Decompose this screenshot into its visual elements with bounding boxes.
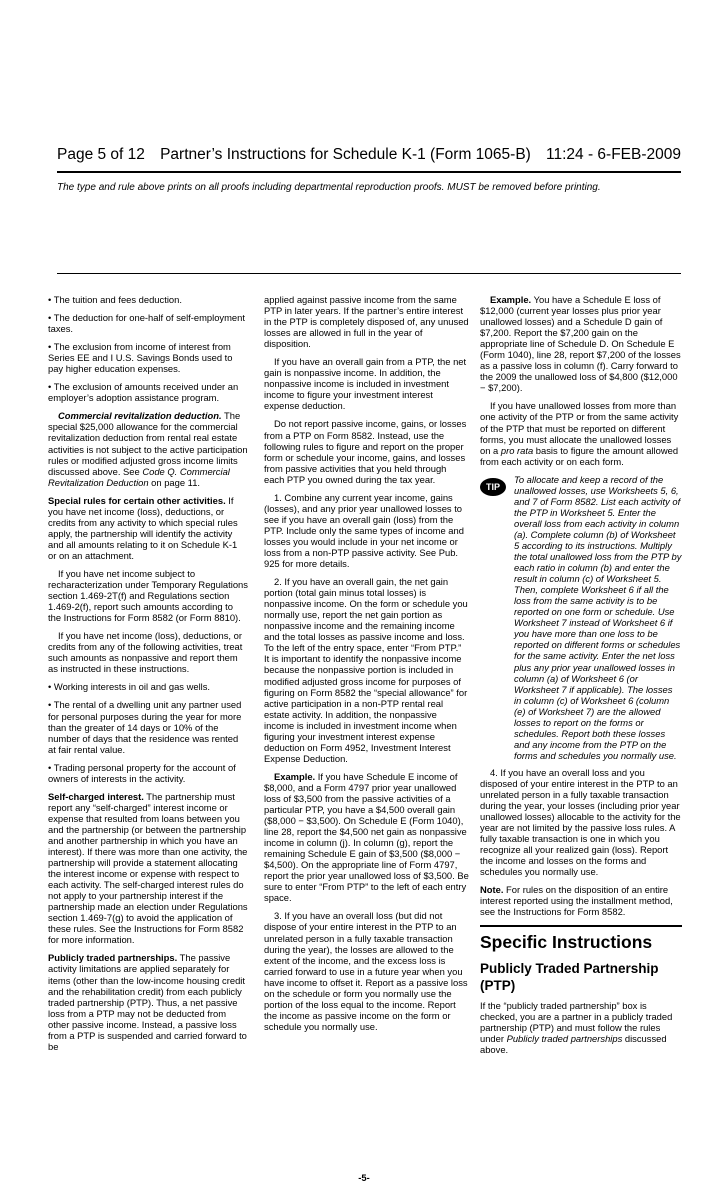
ptp-disposition-paragraph: applied against passive income from the same PTP in later years. If the partner’s entire interest in the PTP is completely disposed of, any unused losses are allowed in full in the year of disposition. xyxy=(264,294,469,350)
example-heading: Example. xyxy=(274,770,316,782)
ptp-heading: Publicly Traded Partnership (PTP) xyxy=(480,960,659,993)
commercial-revitalization-paragraph: Commercial revitalization deduction. The special $25,000 allowance for the commercial revitalization deduction from rental real estate activities is not subject to the active participation rules or modified adjusted gross income limits discussed above. See Code Q. Commercial Revitalization Deduction on page 11. xyxy=(48,410,248,488)
bullet-tuition: • The tuition and fees deduction. xyxy=(48,294,182,305)
column-1 xyxy=(48,294,248,1059)
example-gain-paragraph: Example. If you have Schedule E income of $8,000, and a Form 4797 prior year unallowed loss of $3,500 from the passive activities of a particular PTP, you have a $4,500 overall gain ($8,000 − $3,500). On Schedule E (Form 1040), line 28, report the $4,500 net gain as nonpassive income in column (j). In column (g), report the remaining Schedule E gain of $3,500 ($8,000 − $4,500). On the appropriate line of Form 4797, report the prior year unallowed loss of $3,500. Be sure to enter “From PTP” to the left of each entry space. xyxy=(264,770,469,904)
bullet-trading-property: • Trading personal property for the account of owners of interests in the activity. xyxy=(48,761,236,784)
rule-4-paragraph: 4. If you have an overall loss and you disposed of your entire interest in the PTP to an unrelated person in a fully taxable transaction during the year, your losses (including prior year unallowed losses) allocable to the activity for the year are not limited by the passive loss rules. A fully taxable transaction is one in which you recognize all your realized gain (loss). Report the income and losses on the forms and schedules you normally use. xyxy=(480,766,681,878)
bullet-self-employment: • The deduction for one-half of self-employment taxes. xyxy=(48,312,245,335)
recharacterization-paragraph: If you have net income subject to recharacterization under Temporary Regulations section 1.469-2T(f) and Regulations section 1.469-2(f), report such amounts according to the Instructions for Form 8582 (or Form 8810). xyxy=(48,567,248,624)
top-rule xyxy=(57,273,681,274)
commercial-revitalization-heading: Commercial revitalization deduction. xyxy=(58,410,222,422)
bullet-adoption: • The exclusion of amounts received under an employer’s adoption assistance program. xyxy=(48,381,239,404)
note-heading: Note. xyxy=(480,884,504,896)
code-q-reference: Code Q. Commercial Revitalization Deduction xyxy=(48,465,230,488)
column-3 xyxy=(480,294,682,1062)
special-rules-heading: Special rules for certain other activities. xyxy=(48,494,226,506)
publicly-traded-partnerships-paragraph: Publicly traded partnerships. The passive activity limitations are applied separately for items (other than the low-income housing credit and the rehabilitation credit) from each publicly traded partnership (PTP). Thus, a net passive loss from a PTP may not be deducted from other passive income. Instead, a passive loss from a PTP is suspended and carried forward to be xyxy=(48,952,247,1052)
example-heading: Example. xyxy=(490,294,532,305)
tip-icon: TIP xyxy=(480,478,506,496)
nonpassive-paragraph: If you have net income (loss), deductions, or credits from any of the following activities, treat such amounts as nonpassive and report them as instructed in these instructions. xyxy=(48,630,243,675)
ptp-paragraph: If the “publicly traded partnership” box is checked, you are a partner in a publicly traded partnership (PTP) and must follow the rules under Publicly traded partnerships discussed above. xyxy=(480,999,673,1055)
do-not-report-paragraph: Do not report passive income, gains, or losses from a PTP on Form 8582. Instead, use the following rules to figure and report on the proper form or schedule your income, gains, and losses from passive activities that you held through each PTP you owned during the tax year. xyxy=(264,418,467,485)
rule-3-paragraph: 3. If you have an overall loss (but did not dispose of your entire interest in the PTP to an unrelated person in a fully taxable transaction during the year), the losses are allowed to the extent of the income, and the excess loss is carried forward to use in a future year when you have income to offset it. Report as a passive loss on the schedule or form you normally use the portion of the loss equal to the income. Report the income as passive income on the form or schedule you normally use. xyxy=(264,910,468,1032)
unallowed-losses-paragraph: If you have unallowed losses from more than one activity of the PTP or from the same activity of the PTP that must be reported on different forms, you must allocate the unallowed losses on a pro rata basis to figure the amount allowed from each activity or on each form. xyxy=(480,400,679,467)
note-paragraph: Note. For rules on the disposition of an entire interest reported using the installment method, see the Instructions for Form 8582. xyxy=(480,884,673,918)
special-rules-paragraph: Special rules for certain other activities. If you have net income (loss), deductions, or credits from any activity to which special rules apply, the partnership will identify the activity and all amounts relating to it on Schedule K-1 or on an attachment. xyxy=(48,494,238,561)
column-2 xyxy=(264,294,469,1039)
tip-box xyxy=(480,474,682,761)
bullet-savings-bonds: • The exclusion from income of interest from Series EE and I U.S. Savings Bonds used to pay higher education expenses. xyxy=(48,341,233,375)
overall-gain-paragraph: If you have an overall gain from a PTP, the net gain is nonpassive income. In addition, the nonpassive income is included in investment income to figure your investment interest expense deduction. xyxy=(264,356,467,412)
self-charged-interest-heading: Self-charged interest. xyxy=(48,790,144,802)
header-rule xyxy=(57,171,681,173)
self-charged-interest-paragraph: Self-charged interest. The partnership must report any “self-charged” interest income or expense that resulted from loans between you and the partnership (or between the partnership and another partnership in which you have an interest). If there was more than one activity, the partnership will provide a statement allocating the interest income or expense with respect to each activity. The self-charged interest rules do not apply to your partnership interest if the partnership made an election under Regulations section 1.469-7(g) to avoid the application of these rules. See the Instructions for Form 8582 for more information. xyxy=(48,790,248,946)
document-title: Partner’s Instructions for Schedule K-1 (Form 1065-B) xyxy=(160,146,531,163)
bullet-oil-gas: • Working interests in oil and gas wells. xyxy=(48,681,211,693)
publicly-traded-partnerships-heading: Publicly traded partnerships. xyxy=(48,952,178,964)
tip-text: To allocate and keep a record of the unallowed losses, use Worksheets 5, 6, and 7 of Form 8582. List each activity of the PTP in Worksheet 5. Enter the overall loss from each activity in column (a). Complete column (b) of Worksheet 5 according to its instructions. Multiply the total unallowed loss from the PTP by each ratio in column (b) and enter the result in column (c) of Worksheet 5. Then, complete Worksheet 6 if all the loss from the same activity is to be reported on one form or schedule. Use Worksheet 7 instead of Worksheet 6 if you have more than one loss to be reported on different forms or schedules for the same activity. Enter the net loss plus any prior year unallowed losses in column (a) of Worksheet 6 (or Worksheet 7 if applicable). The losses in column (c) of Worksheet 6 (column (e) of Worksheet 7) are the allowed losses to report on the forms or schedules. Report both these losses and any income from the PTP on the forms and schedules you normally use. xyxy=(514,473,682,761)
running-header xyxy=(57,146,681,164)
proof-timestamp: 11:24 - 6-FEB-2009 xyxy=(546,146,681,163)
example-loss-paragraph: Example. You have a Schedule E loss of $12,000 (current year losses plus prior year unallowed losses) and a Schedule D gain of $7,200. Report the $7,200 gain on the appropriate line of Schedule D. On Schedule E (Form 1040), line 28, report $7,200 of the losses as a passive loss in column (f). Carry forward to the 2009 the unallowed loss of $4,800 ($12,000 − $7,200). xyxy=(480,294,681,394)
rule-2-paragraph: 2. If you have an overall gain, the net gain portion (total gain minus total losses) is nonpassive income. On the form or schedule you normally use, report the net gain portion as nonpassive income and the remaining income and the total losses as passive income and loss. To the left of the entry space, enter “From PTP.” It is important to identify the nonpassive income because the nonpassive portion is included in modified adjusted gross income for purposes of figuring on Form 8582 the “special allowance” for active participation in a non-PTP rental real estate activity. In addition, the nonpassive income is included in investment income when figuring your investment interest expense deduction on Form 4952, Investment Interest Expense Deduction. xyxy=(264,576,468,764)
section-rule xyxy=(480,925,682,927)
rule-1-paragraph: 1. Combine any current year income, gains (losses), and any prior year unallowed losses to see if you have an overall gain (loss) from the PTP. Include only the same types of income and losses you would include in your net income or loss from a non-PTP passive activity. See Pub. 925 for more details. xyxy=(264,491,464,570)
page-count: Page 5 of 12 xyxy=(57,146,145,163)
bullet-dwelling-unit: • The rental of a dwelling unit any partner used for personal purposes during the year for more than the greater of 14 days or 10% of the number of days that the residence was rented at fair rental value. xyxy=(48,699,242,755)
page-number: -5- xyxy=(358,1172,370,1183)
specific-instructions-heading: Specific Instructions xyxy=(480,931,653,952)
proof-note: The type and rule above prints on all proofs including departmental reproduction proofs. MUST be removed before printing. xyxy=(57,182,601,193)
